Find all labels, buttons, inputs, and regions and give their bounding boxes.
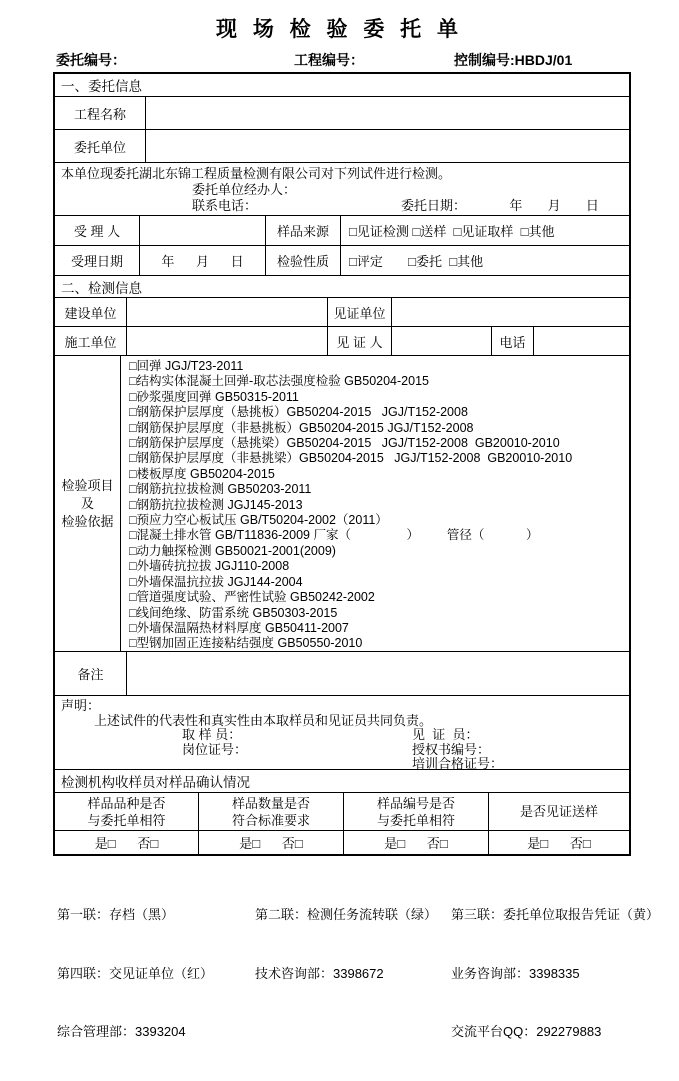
acceptor-label: 受 理 人: [73, 224, 121, 239]
footer-column-1: [57, 866, 255, 1081]
confirm-yesno-row: [55, 830, 629, 854]
accept-date-label: 受理日期: [70, 254, 123, 269]
client-unit-row: [55, 129, 629, 162]
declaration-line4: [61, 743, 623, 758]
acceptor-value-cell: [139, 216, 265, 245]
test-nature-label: 检验性质: [265, 246, 340, 275]
confirm-col1-line1: 样品品种是否: [87, 795, 166, 811]
construction-unit-row: [55, 297, 629, 326]
witness-person-label: 见 证 人: [327, 327, 391, 355]
accept-date-value: 年 月 日: [139, 246, 265, 275]
witness-phone-value-cell: [533, 327, 629, 355]
construction-unit-label: 建设单位: [64, 305, 117, 321]
sample-source-label: 样品来源: [265, 216, 340, 245]
entrust-date-label: 委托日期： 年 月 日: [401, 198, 599, 213]
test-item-checkbox: □结构实体混凝土回弹-取芯法强度检验 GB50204-2015: [129, 374, 429, 389]
remark-label: 备注: [77, 667, 104, 682]
test-item-checkbox: □外墙砖抗拉拔 JGJ110-2008: [129, 559, 290, 574]
acceptor-row: [55, 215, 629, 245]
remark-row: [55, 651, 629, 695]
section2-heading: 二、检测信息: [55, 275, 629, 297]
control-no-label: 控制编号:HBDJ/01: [454, 52, 573, 68]
confirm-col1-yesno: 是□ 否□: [94, 836, 159, 851]
confirm-col2-line2: 符合标准要求: [231, 812, 310, 828]
declaration-heading: 声明：: [61, 698, 101, 713]
test-items-list: [120, 356, 629, 651]
test-item-checkbox: □型钢加固正连接粘结强度 GB50550-2010: [129, 636, 363, 651]
confirm-col4-line1: 是否见证送样: [519, 804, 598, 819]
agent-label: 委托单位经办人：: [192, 182, 297, 197]
test-items-header-line3: 检验依据: [61, 513, 114, 529]
confirm-header-row: [55, 792, 629, 830]
footer-qq: 交流平台QQ：292279883: [451, 1024, 602, 1039]
declaration-body: 上述试件的代表性和真实性由本取样员和见证员共同负责。: [94, 712, 433, 728]
test-item-checkbox: □钢筋保护层厚度（非悬挑板）GB50204-2015 JGJ/T152-2008: [129, 420, 474, 435]
test-items-header-line2: 及: [80, 495, 94, 511]
phone-date-line: [61, 198, 623, 214]
entrust-no-label: 委托编号：: [56, 52, 126, 68]
test-item-checkbox: □钢筋抗拉拔检测 GB50203-2011: [129, 482, 312, 497]
auth-no-label: 授权书编号：: [412, 741, 491, 757]
notice-text: 本单位现委托湖北东锦工程质量检测有限公司对下列试件进行检测。: [61, 166, 452, 181]
footer-business-dept: 业务咨询部：3398335: [451, 965, 580, 981]
post-cert-label: 岗位证号：: [182, 741, 248, 757]
witness-label: 见 证 员：: [412, 727, 479, 743]
test-item-checkbox: □外墙保温隔热材料厚度 GB50411-2007: [129, 620, 349, 635]
witness-person-value-cell: [391, 327, 491, 355]
footer-copy2: 第二联：检测任务流转联（绿）: [255, 907, 438, 922]
test-item-checkbox: □动力触探检测 GB50021-2001(2009): [129, 543, 336, 558]
test-item-checkbox: □管道强度试验、严密性试验 GB50242-2002: [129, 590, 375, 605]
test-item-checkbox: □钢筋保护层厚度（悬挑板）GB50204-2015 JGJ/T152-2008: [129, 405, 468, 420]
confirm-col4-yesno: 是□ 否□: [488, 831, 629, 854]
declaration-line3: [61, 728, 623, 743]
witness-unit-value-cell: [391, 298, 629, 326]
declaration-line5: [61, 757, 623, 772]
project-name-value-cell: [145, 97, 629, 129]
footer-admin-dept: 综合管理部：3393204: [57, 1024, 186, 1039]
project-no-label: 工程编号：: [294, 52, 364, 68]
test-items-row: [55, 355, 629, 651]
builder-unit-row: [55, 326, 629, 355]
project-name-label: 工程名称: [73, 106, 126, 122]
contact-phone-label: 联系电话：: [192, 198, 258, 213]
section1-heading: 一、委托信息: [61, 79, 142, 94]
test-item-checkbox: □混凝土排水管 GB/T11836-2009 厂家（ ） 管径（ ）: [129, 528, 539, 543]
footer-copy3: 第三联：委托单位取报告凭证（黄）: [451, 907, 660, 922]
test-item-checkbox: □钢筋抗拉拔检测 JGJ145-2013: [129, 497, 303, 512]
confirm-col3-header: [343, 793, 488, 830]
test-item-checkbox: □线间绝缘、防雷系统 GB50303-2015: [129, 605, 338, 620]
confirm-col2-line1: 样品数量是否: [231, 795, 310, 811]
confirm-col3-yesno: 是□ 否□: [343, 831, 488, 854]
test-items-header-line1: 检验项目: [61, 477, 114, 493]
witness-unit-label: 见证单位: [327, 298, 391, 326]
test-nature-options: □评定 □委托 □其他: [340, 246, 629, 275]
test-item-checkbox: □预应力空心板试压 GB/T50204-2002（2011）: [129, 513, 388, 528]
form-title: 现 场 检 验 委 托 单: [215, 18, 463, 41]
test-items-header: [55, 356, 120, 651]
footer-column-2: [255, 866, 451, 1081]
footer-copy4: 第四联：交见证单位（红）: [57, 965, 214, 981]
builder-unit-value-cell: [126, 327, 327, 355]
client-unit-value-cell: [145, 130, 629, 162]
witness-phone-label: 电话: [491, 327, 533, 355]
meta-row: [53, 50, 631, 70]
confirm-col3-line2: 与委托单相符: [376, 812, 455, 828]
client-unit-label: 委托单位: [73, 139, 126, 155]
test-item-checkbox: □回弹 JGJ/T23-2011: [129, 359, 244, 373]
notice-block: [55, 162, 629, 215]
confirm-col2-header: [198, 793, 343, 830]
test-item-checkbox: □楼板厚度 GB50204-2015: [129, 466, 275, 481]
copies-footer: [57, 866, 672, 1081]
test-item-checkbox: □钢筋保护层厚度（悬挑梁）GB50204-2015 JGJ/T152-2008 GB20010-2010: [129, 436, 560, 451]
sampler-label: 取 样 员：: [182, 727, 242, 743]
confirm-col3-line1: 样品编号是否: [376, 795, 455, 811]
construction-unit-value-cell: [126, 298, 327, 326]
footer-column-3: [451, 866, 672, 1081]
declaration-block: [55, 695, 629, 772]
remark-value-cell: [126, 652, 629, 695]
footer-copy1: 第一联：存档（黑）: [57, 907, 175, 922]
sample-source-options: □见证检测 □送样 □见证取样 □其他: [340, 216, 629, 245]
footer-tech-dept: 技术咨询部：3398672: [255, 965, 384, 981]
test-item-checkbox: □砂浆强度回弹 GB50315-2011: [129, 389, 299, 404]
training-cert-label: 培训合格证号：: [412, 756, 504, 772]
project-name-row: [55, 96, 629, 129]
test-item-checkbox: □外墙保温抗拉拔 JGJ144-2004: [129, 574, 303, 589]
confirm-heading: 检测机构收样员对样品确认情况: [55, 769, 629, 792]
accept-date-row: [55, 245, 629, 275]
confirm-col2-yesno: 是□ 否□: [198, 831, 343, 854]
builder-unit-label: 施工单位: [64, 334, 117, 350]
test-item-checkbox: □钢筋保护层厚度（非悬挑梁）GB50204-2015 JGJ/T152-2008 GB20010-2010: [129, 451, 573, 466]
confirm-col4-header: [488, 793, 629, 830]
commission-form-table: [53, 72, 631, 856]
confirm-col1-line2: 与委托单相符: [87, 812, 166, 828]
confirm-col1-header: [55, 793, 198, 830]
